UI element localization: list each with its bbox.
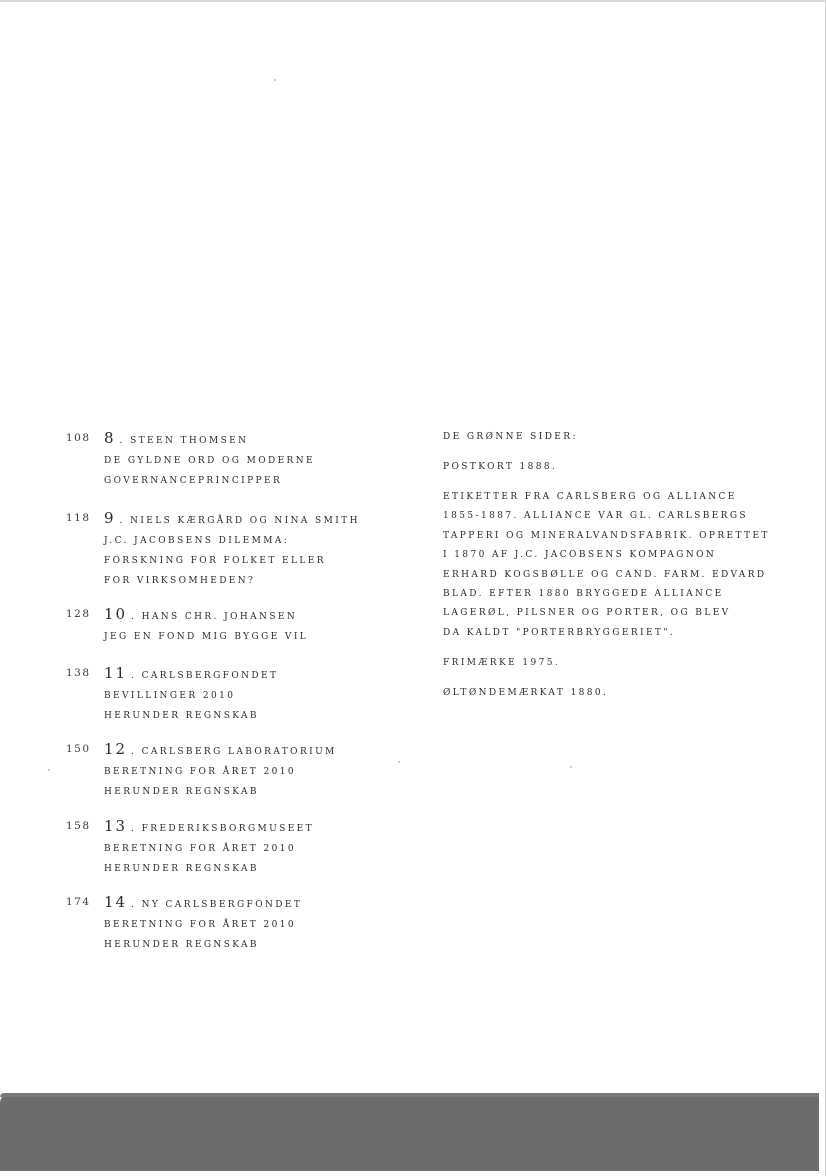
note-line: TAPPERI OG MINERALVANDSFABRIK. OPRETTET xyxy=(443,530,770,541)
note-line: ETIKETTER FRA CARLSBERG OG ALLIANCE xyxy=(443,492,737,502)
note-postcard xyxy=(443,458,557,477)
note-labels xyxy=(443,488,770,643)
toc-line: HERUNDER REGNSKAB xyxy=(104,940,259,950)
toc-line: HERUNDER REGNSKAB xyxy=(104,864,259,874)
toc-author: FREDERIKSBORGMUSEET xyxy=(141,824,315,834)
toc-title-line: 9 . NIELS KÆRGÅRD OG NINA SMITH xyxy=(104,509,360,527)
toc-author: CARLSBERG LABORATORIUM xyxy=(141,747,337,757)
toc-page-number: 150 xyxy=(66,743,91,755)
toc-line: HERUNDER REGNSKAB xyxy=(104,711,259,721)
toc-page-number: 118 xyxy=(66,512,91,524)
note-barrel-label xyxy=(443,684,608,703)
toc-title-line: 8 . STEEN THOMSEN xyxy=(104,429,249,447)
footer-band xyxy=(0,1093,819,1171)
notes-heading xyxy=(443,428,578,447)
toc-author: HANS CHR. JOHANSEN xyxy=(141,612,298,622)
chapter-number: 8 xyxy=(104,429,116,447)
toc-line: BERETNING FOR ÅRET 2010 xyxy=(104,844,296,854)
toc-line: J.C. JACOBSENS DILEMMA: xyxy=(104,536,290,546)
toc-title-line: 12 . CARLSBERG LABORATORIUM xyxy=(104,740,337,758)
scan-speck xyxy=(570,766,572,768)
toc-title-line: 10 . HANS CHR. JOHANSEN xyxy=(104,605,298,623)
note-line: I 1870 AF J.C. JACOBSENS KOMPAGNON xyxy=(443,550,717,561)
toc-page-number: 174 xyxy=(66,896,91,908)
toc-entry-text xyxy=(104,604,308,647)
toc-page-number: 138 xyxy=(66,667,91,679)
toc-line: BERETNING FOR ÅRET 2010 xyxy=(104,920,296,930)
toc-author: NIELS KÆRGÅRD OG NINA SMITH xyxy=(130,516,360,526)
chapter-number: 12 xyxy=(104,740,128,758)
toc-title-line: 11 . CARLSBERGFONDET xyxy=(104,664,279,682)
toc-line: HERUNDER REGNSKAB xyxy=(104,787,259,797)
chapter-number: 9 xyxy=(104,509,116,527)
toc-entry-text xyxy=(104,428,315,491)
note-line: DE GRØNNE SIDER: xyxy=(443,432,578,442)
toc-entry-text xyxy=(104,663,278,726)
toc-entry-text xyxy=(104,739,337,802)
toc-line: BERETNING FOR ÅRET 2010 xyxy=(104,767,296,777)
toc-entry-text xyxy=(104,816,314,879)
toc-page-number: 158 xyxy=(66,820,91,832)
toc-entry-text xyxy=(104,892,302,955)
note-stamp xyxy=(443,654,560,673)
toc-line: FOR VIRKSOMHEDEN? xyxy=(104,576,256,586)
chapter-number: 13 xyxy=(104,817,128,835)
toc-page-number: 128 xyxy=(66,608,91,620)
note-line: BLAD. EFTER 1880 BRYGGEDE ALLIANCE xyxy=(443,589,724,600)
note-line: 1855-1887. ALLIANCE VAR GL. CARLSBERGS xyxy=(443,511,749,522)
toc-line: DE GYLDNE ORD OG MODERNE xyxy=(104,456,315,466)
toc-author: CARLSBERGFONDET xyxy=(141,671,279,681)
toc-author: NY CARLSBERGFONDET xyxy=(141,900,303,910)
toc-line: BEVILLINGER 2010 xyxy=(104,691,236,701)
note-line: ØLTØNDEMÆRKAT 1880. xyxy=(443,688,609,698)
chapter-number: 10 xyxy=(104,605,128,623)
chapter-number: 14 xyxy=(104,893,128,911)
chapter-number: 11 xyxy=(104,664,128,682)
note-line: LAGERØL, PILSNER OG PORTER, OG BLEV xyxy=(443,608,731,619)
toc-title-line: 13 . FREDERIKSBORGMUSEET xyxy=(104,817,315,835)
note-line: DA KALDT "PORTERBRYGGERIET". xyxy=(443,627,676,638)
toc-line: GOVERNANCEPRINCIPPER xyxy=(104,476,283,486)
note-line: POSTKORT 1888. xyxy=(443,462,558,472)
toc-author: STEEN THOMSEN xyxy=(130,436,249,446)
note-line: ERHARD KOGSBØLLE OG CAND. FARM. EDVARD xyxy=(443,569,767,580)
toc-line: FORSKNING FOR FOLKET ELLER xyxy=(104,556,326,566)
table-of-contents xyxy=(0,0,420,1000)
toc-entry-text xyxy=(104,508,360,591)
toc-line: JEG EN FOND MIG BYGGE VIL xyxy=(104,632,309,642)
note-line: FRIMÆRKE 1975. xyxy=(443,658,561,668)
toc-title-line: 14 . NY CARLSBERGFONDET xyxy=(104,893,303,911)
toc-page-number: 108 xyxy=(66,432,91,444)
footer-band-highlight xyxy=(0,1093,819,1097)
